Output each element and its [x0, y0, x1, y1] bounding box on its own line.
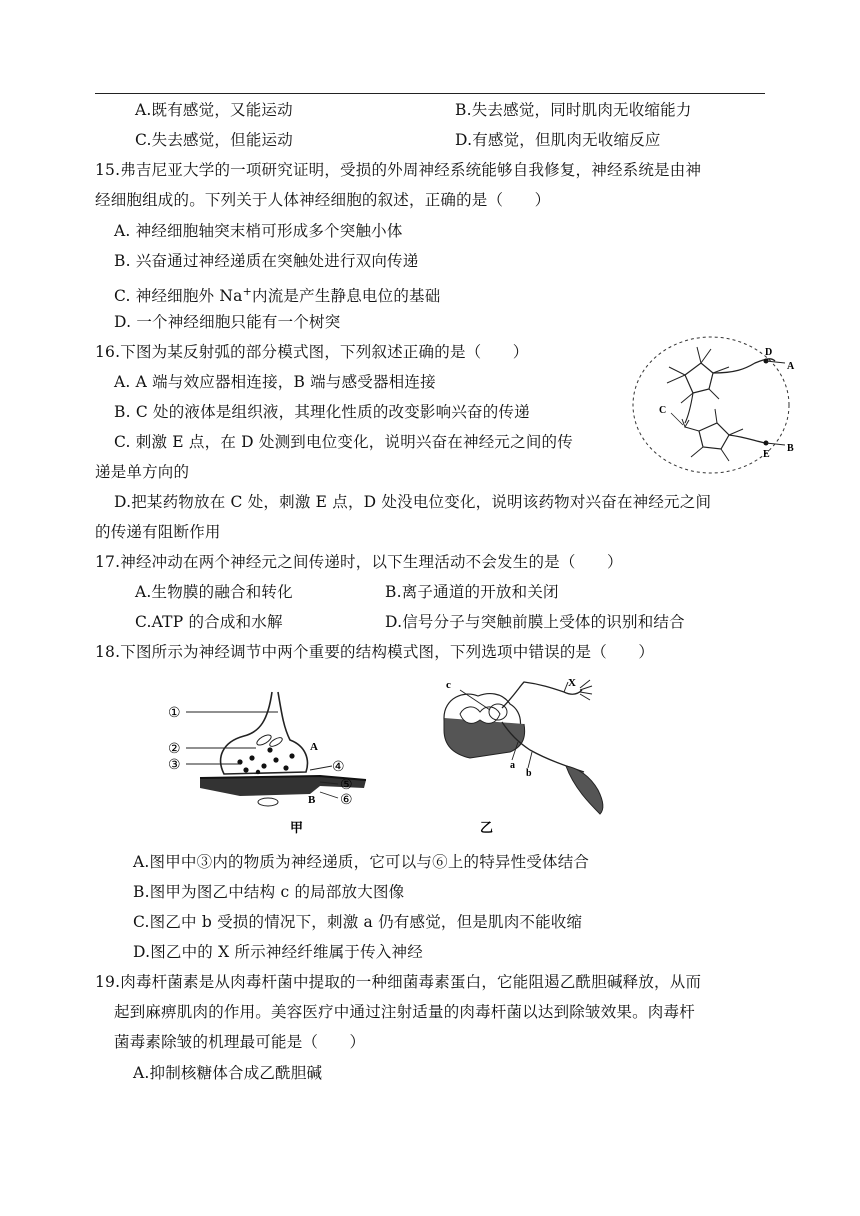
q16-option-c-line2: 递是单方向的	[95, 463, 190, 481]
q18-option-c: C.图乙中 b 受损的情况下，刺激 a 仍有感觉，但是肌肉不能收缩	[133, 913, 583, 931]
fig-label-c: C	[659, 405, 667, 416]
q18-option-a: A.图甲中③内的物质为神经递质，它可以与⑥上的特异性受体结合	[133, 853, 590, 871]
fig-jia-label-b: B	[308, 794, 316, 806]
q14-option-a: A.既有感觉，又能运动	[135, 101, 293, 119]
fig-jia-label-a: A	[310, 741, 318, 753]
fig-jia-num-4: ④	[332, 760, 345, 775]
fig-jia-num-2: ②	[168, 742, 181, 757]
fig-yi-caption: 乙	[480, 820, 494, 835]
top-rule	[95, 93, 765, 94]
fig-label-e: E	[763, 449, 770, 460]
q18-option-d: D.图乙中的 X 所示神经纤维属于传入神经	[133, 943, 423, 961]
q19-option-a: A.抑制核糖体合成乙酰胆碱	[133, 1064, 323, 1082]
q14-option-c: C.失去感觉，但能运动	[135, 131, 293, 149]
q19-stem-line2: 起到麻痹肌肉的作用。美容医疗中通过注射适量的肉毒杆菌以达到除皱效果。肉毒杆	[114, 1003, 695, 1021]
q14-option-d: D.有感觉，但肌肉无收缩反应	[455, 131, 661, 149]
fig-jia-num-3: ③	[168, 758, 181, 773]
fig-yi-label-x: X	[568, 677, 576, 689]
q16-option-b: B. C 处的液体是组织液，其理化性质的改变影响兴奋的传递	[114, 403, 530, 421]
q15-stem-line2: 经细胞组成的。下列关于人体神经细胞的叙述，正确的是（ ）	[95, 191, 551, 209]
q17-option-d: D.信号分子与突触前膜上受体的识别和结合	[385, 613, 685, 631]
q15-option-d: D. 一个神经细胞只能有一个树突	[114, 313, 341, 331]
q16-stem: 16.下图为某反射弧的部分模式图，下列叙述正确的是（ ）	[95, 343, 529, 361]
q16-option-a: A. A 端与效应器相连接，B 端与感受器相连接	[114, 373, 436, 391]
fig-jia-num-6: ⑥	[340, 793, 353, 808]
q18-figure-jia-synapse	[160, 688, 390, 838]
q15-stem-line1: 15.弗吉尼亚大学的一项研究证明，受损的外周神经系统能够自我修复，神经系统是由神	[95, 161, 702, 179]
q19-stem-line1: 19.肉毒杆菌素是从肉毒杆菌中提取的一种细菌毒素蛋白，它能阻遏乙酰胆碱释放，从而	[95, 973, 702, 991]
q17-option-c: C.ATP 的合成和水解	[135, 613, 283, 631]
fig-jia-num-1: ①	[168, 706, 181, 721]
fig-yi-label-b: b	[526, 768, 532, 779]
q17-option-a: A.生物膜的融合和转化	[135, 583, 293, 601]
q18-stem: 18.下图所示为神经调节中两个重要的结构模式图，下列选项中错误的是（ ）	[95, 643, 655, 661]
fig-jia-caption: 甲	[290, 820, 304, 835]
q18-figure-yi-spinal-cord	[440, 672, 620, 838]
fig-yi-label-c: c	[446, 679, 451, 691]
q17-option-b: B.离子通道的开放和关闭	[385, 583, 559, 601]
q18-option-b: B.图甲为图乙中结构 c 的局部放大图像	[133, 883, 405, 901]
q16-option-d-line2: 的传递有阻断作用	[95, 523, 221, 541]
fig-yi-label-a: a	[510, 760, 515, 771]
q17-stem: 17.神经冲动在两个神经元之间传递时，以下生理活动不会发生的是（ ）	[95, 553, 623, 571]
q19-stem-line3: 菌毒素除皱的机理最可能是（ ）	[114, 1033, 366, 1051]
q16-option-c-line1: C. 刺激 E 点，在 D 处测到电位变化，说明兴奋在神经元之间的传	[114, 433, 573, 451]
fig-label-d: D	[765, 347, 773, 358]
fig-label-a: A	[787, 361, 795, 372]
fig-jia-num-5: ⑤	[340, 778, 353, 793]
q16-option-d-line1: D.把某药物放在 C 处，刺激 E 点，D 处没电位变化，说明该药物对兴奋在神经元之间	[114, 493, 712, 511]
q15-option-c: C. 神经细胞外 Na+内流是产生静息电位的基础	[114, 285, 441, 306]
q14-option-b: B.失去感觉，同时肌肉无收缩能力	[455, 101, 692, 119]
fig-label-b: B	[787, 443, 794, 454]
q16-reflex-arc-figure	[625, 333, 805, 483]
q15-option-a: A. 神经细胞轴突末梢可形成多个突触小体	[114, 222, 403, 240]
q15-option-b: B. 兴奋通过神经递质在突触处进行双向传递	[114, 252, 419, 270]
